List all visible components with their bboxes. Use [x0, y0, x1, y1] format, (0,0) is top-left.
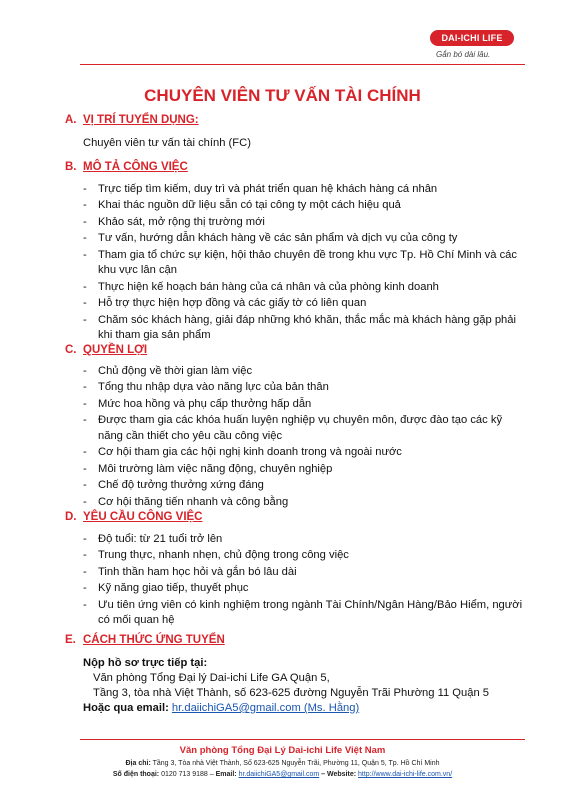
section-number: B. — [65, 161, 77, 173]
section-number: E. — [65, 634, 76, 646]
section-label: YÊU CẦU CÔNG VIỆC — [83, 511, 203, 523]
list-item: - Tinh thần ham học hỏi và gắn bó lâu dài — [83, 565, 523, 580]
apply-email-row — [83, 701, 359, 716]
requirements-list — [83, 532, 523, 630]
footer-title: Văn phòng Tổng Đại Lý Dai-ichi Life Việt Nam — [179, 745, 386, 756]
apply-direct-label: Nộp hồ sơ trực tiếp tại: — [83, 657, 208, 669]
list-item: - Tư vấn, hướng dẫn khách hàng về các sản phẩm và dịch vụ của công ty — [83, 231, 523, 246]
list-item: - Khai thác nguồn dữ liệu sẵn có tại công ty một cách hiệu quả — [83, 198, 523, 213]
footer-email-label: Email: — [215, 771, 237, 778]
list-item: - Tổng thu nhập dựa vào năng lực của bản thân — [83, 380, 523, 395]
section-label: MÔ TẢ CÔNG VIỆC — [83, 161, 188, 173]
section-a-heading — [65, 114, 199, 126]
list-item: - Kỹ năng giao tiếp, thuyết phục — [83, 581, 523, 596]
section-number: D. — [65, 511, 77, 523]
list-item: - Trực tiếp tìm kiếm, duy trì và phát triển quan hệ khách hàng cá nhân — [83, 182, 523, 197]
footer-email-link[interactable]: hr.daiichiGA5@gmail.com — [238, 771, 320, 778]
benefits-list — [83, 364, 523, 511]
page-title: CHUYÊN VIÊN TƯ VẤN TÀI CHÍNH — [144, 86, 421, 105]
logo-text: DAI-ICHI LIFE — [441, 33, 503, 43]
list-item: - Độ tuổi: từ 21 tuổi trở lên — [83, 532, 523, 547]
footer-address — [0, 760, 565, 767]
list-item: - Hỗ trợ thực hiện hợp đồng và các giấy tờ có liên quan — [83, 296, 523, 311]
footer-contact — [0, 771, 565, 778]
list-item: - Cơ hội thăng tiến nhanh và công bằng — [83, 495, 523, 510]
list-item: - Chế độ tưởng thưởng xứng đáng — [83, 478, 523, 493]
list-item: - Được tham gia các khóa huấn luyện nghiệp vụ chuyên môn, được đào tạo các kỹ năng cần thiết cho yêu cầu công việc — [83, 413, 523, 444]
logo-tagline: Gắn bó dài lâu. — [436, 50, 491, 59]
list-item: - Ưu tiên ứng viên có kinh nghiệm trong ngành Tài Chính/Ngân Hàng/Bảo Hiểm, người có mối quan hệ — [83, 598, 523, 629]
company-logo — [430, 30, 514, 46]
footer-phone-label: Số điện thoại: — [112, 771, 160, 778]
list-item: - Môi trường làm việc năng động, chuyên nghiệp — [83, 462, 523, 477]
section-b-heading — [65, 161, 188, 173]
section-number: A. — [65, 114, 77, 126]
list-item: - Thực hiện kế hoạch bán hàng của cá nhân và của phòng kinh doanh — [83, 280, 523, 295]
section-e-heading — [65, 634, 225, 646]
section-label: QUYỀN LỢI — [83, 344, 148, 356]
section-label: CÁCH THỨC ỨNG TUYỂN — [83, 634, 225, 646]
apply-address-line1: Văn phòng Tổng Đại lý Dai-ichi Life GA Quận 5, — [93, 672, 330, 684]
footer-address-text: Tầng 3, Tòa nhà Việt Thành, Số 623-625 Nguyễn Trãi, Phường 11, Quận 5, Tp. Hồ Chí Minh — [152, 760, 440, 767]
list-item: - Chăm sóc khách hàng, giải đáp những khó khăn, thắc mắc mà khách hàng gặp phải khi tham gia sản phẩm — [83, 313, 523, 344]
footer-address-label: Địa chỉ: — [125, 760, 151, 767]
apply-address-line2: Tầng 3, tòa nhà Việt Thành, số 623-625 đường Nguyễn Trãi Phường 11 Quận 5 — [93, 687, 489, 699]
job-description-list — [83, 182, 523, 344]
footer-phone: 0120 713 9188 – — [161, 771, 214, 778]
list-item: - Chủ động về thời gian làm việc — [83, 364, 523, 379]
section-d-heading — [65, 511, 203, 523]
list-item: - Trung thực, nhanh nhẹn, chủ động trong công việc — [83, 548, 523, 563]
footer-website-link[interactable]: http://www.dai-ichi-life.com.vn/ — [358, 771, 453, 778]
footer-divider — [80, 739, 525, 740]
section-label: VỊ TRÍ TUYỂN DỤNG: — [83, 114, 199, 126]
section-number: C. — [65, 344, 77, 356]
position-text: Chuyên viên tư vấn tài chính (FC) — [83, 137, 251, 149]
apply-email-link[interactable]: hr.daiichiGA5@gmail.com (Ms. Hằng) — [171, 702, 360, 714]
header-divider — [80, 64, 525, 65]
list-item: - Cơ hội tham gia các hội nghị kinh doanh trong và ngoài nước — [83, 445, 523, 460]
section-c-heading — [65, 344, 147, 356]
list-item: - Mức hoa hồng và phụ cấp thưởng hấp dẫn — [83, 397, 523, 412]
footer-website-label: – Website: — [321, 771, 357, 778]
list-item: - Tham gia tổ chức sự kiện, hội thảo chuyên đề trong khu vực Tp. Hồ Chí Minh và các khu vực lân cận — [83, 248, 523, 279]
list-item: - Khảo sát, mở rộng thị trường mới — [83, 215, 523, 230]
apply-email-label: Hoặc qua email: — [83, 702, 169, 714]
